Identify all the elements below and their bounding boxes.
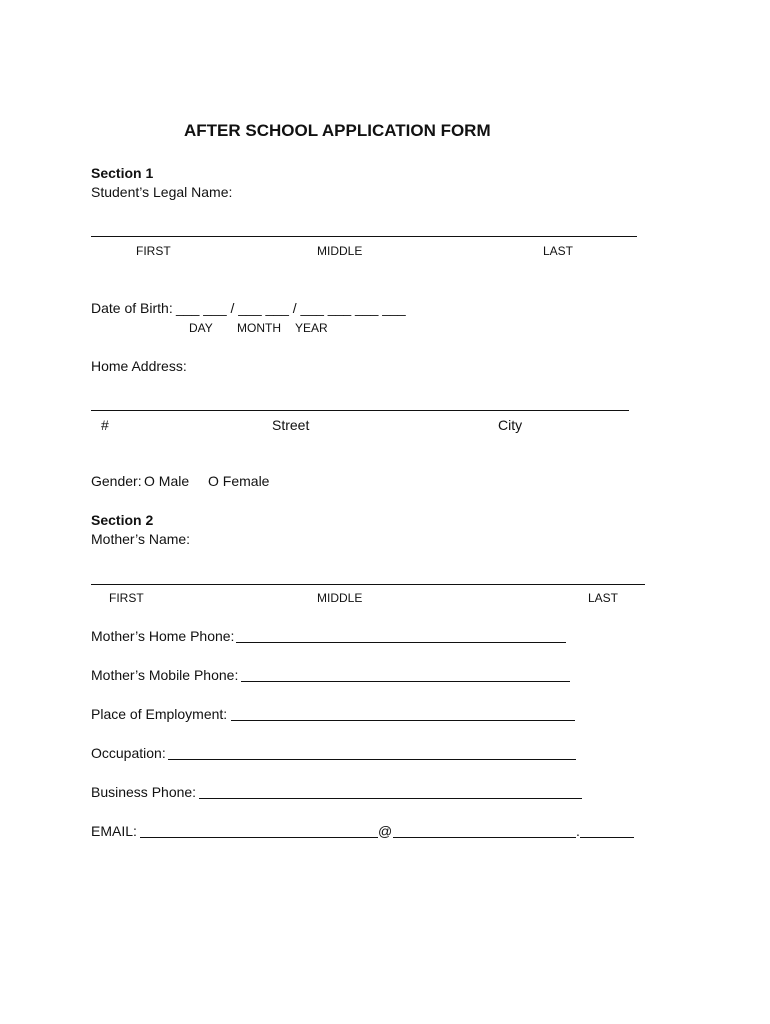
student-name-input-line[interactable]	[91, 236, 637, 237]
address-number-caption: #	[101, 417, 109, 433]
mother-name-input-line[interactable]	[91, 584, 645, 585]
dob-label: Date of Birth:	[91, 300, 173, 316]
mother-first-caption: FIRST	[109, 591, 144, 605]
place-of-employment-label: Place of Employment:	[91, 706, 228, 722]
email-dot-symbol: .	[576, 823, 580, 839]
email-domain-input[interactable]	[393, 837, 576, 838]
student-name-label: Student’s Legal Name:	[91, 184, 233, 200]
dob-day-caption: DAY	[189, 321, 213, 335]
student-first-caption: FIRST	[136, 244, 171, 258]
gender-option-female[interactable]: O Female	[208, 473, 270, 489]
mother-last-caption: LAST	[588, 591, 619, 605]
place-of-employment-input[interactable]	[231, 720, 575, 721]
dob-month-caption: MONTH	[237, 321, 281, 335]
address-street-caption: Street	[272, 417, 310, 433]
occupation-label: Occupation:	[91, 745, 166, 761]
home-address-input-line[interactable]	[91, 410, 629, 411]
email-at-symbol: @	[378, 823, 393, 839]
business-phone-label: Business Phone:	[91, 784, 197, 800]
business-phone-input[interactable]	[199, 798, 582, 799]
student-last-caption: LAST	[543, 244, 574, 258]
gender-option-male[interactable]: O Male	[144, 473, 190, 489]
occupation-input[interactable]	[168, 759, 576, 760]
email-user-input[interactable]	[140, 837, 378, 838]
gender-label: Gender:	[91, 473, 142, 489]
form-title: AFTER SCHOOL APPLICATION FORM	[184, 121, 491, 140]
mother-home-phone-input[interactable]	[236, 642, 566, 643]
home-address-label: Home Address:	[91, 358, 187, 374]
mother-middle-caption: MIDDLE	[317, 591, 363, 605]
dob-year-caption: YEAR	[295, 321, 328, 335]
student-middle-caption: MIDDLE	[317, 244, 363, 258]
email-label: EMAIL:	[91, 823, 137, 839]
dob-input[interactable]: ___ ___ / ___ ___ / ___ ___ ___ ___	[176, 300, 406, 316]
address-city-caption: City	[498, 417, 523, 433]
mother-home-phone-label: Mother’s Home Phone:	[91, 628, 235, 644]
section-2-heading: Section 2	[91, 512, 154, 528]
section-1-heading: Section 1	[91, 165, 154, 181]
email-tld-input[interactable]	[580, 837, 634, 838]
mother-name-label: Mother’s Name:	[91, 531, 191, 547]
mother-mobile-phone-label: Mother’s Mobile Phone:	[91, 667, 239, 683]
mother-mobile-phone-input[interactable]	[241, 681, 570, 682]
